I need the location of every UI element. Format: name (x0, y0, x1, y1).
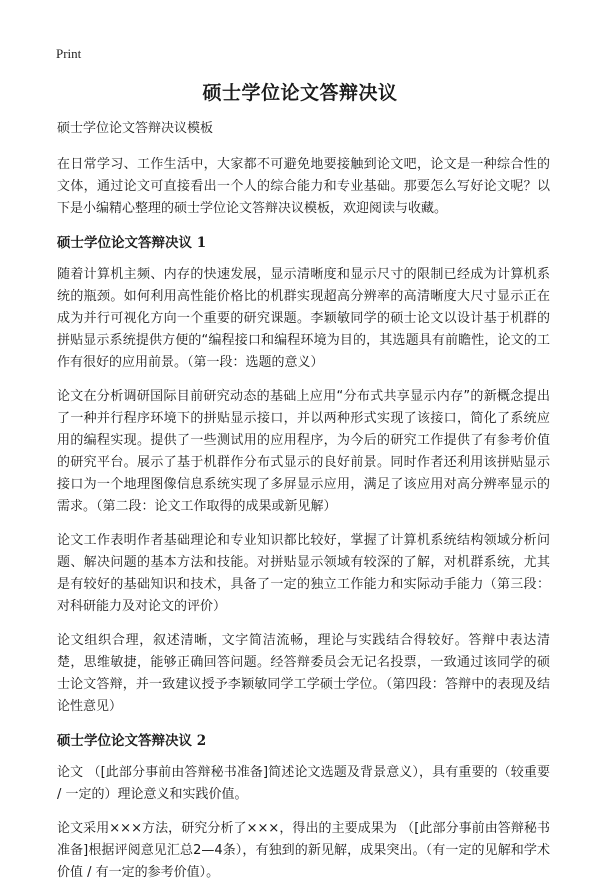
document-body (57, 118, 550, 896)
section-1-paragraph-1: 随着计算机主频、内存的快速发展，显示清晰度和显示尺寸的限制已经成为计算机系统的瓶颈。如何利用高性能价格比的机群实现超高分辨率的高清晰度大尺寸显示正在成为并行可视化方向一个重要的研究课题。李颖敏同学的硕士论文以设计基于机群的拼贴显示系统提供方便的“编程接口和编程环境为目的，其选题具有前瞻性，论文的工作有很好的应用前景。（第一段：选题的意义） (57, 267, 550, 370)
section-2-heading: 硕士学位论文答辩决议 2 (57, 733, 207, 749)
page-title: 硕士学位论文答辩决议 (202, 82, 398, 104)
section-1-paragraph-3: 论文工作表明作者基础理论和专业知识都比较好，掌握了计算机系统结构领域分析问题、解决问题的基本方法和技能。对拼贴显示领域有较深的了解，对机群系统，尤其是有较好的基础知识和技术，具备了一定的独立工作能力和实际动手能力（第三段：对科研能力及对论文的评价） (57, 533, 550, 614)
print-link[interactable]: Print (56, 46, 82, 61)
section-1-heading: 硕士学位论文答辩决议 1 (57, 235, 207, 251)
intro-paragraph: 在日常学习、工作生活中，大家都不可避免地要接触到论文吧，论文是一种综合性的文体，通过论文可直接看出一个人的综合能力和专业基础。那要怎么写好论文呢？以下是小编精心整理的硕士学位论文答辩决议模板，欢迎阅读与收藏。 (57, 157, 550, 216)
section-1-paragraph-2: 论文在分析调研国际目前研究动态的基础上应用“分布式共享显示内存”的新概念提出了一种并行程序环境下的拼贴显示接口，并以两种形式实现了该接口，简化了系统应用的编程实现。提供了一些测试用的应用程序，为今后的研究工作提供了有参考价值的研究平台。展示了基于机群作分布式显示的良好前景。同时作者还利用该拼贴显示接口为一个地理图像信息系统实现了多屏显示应用，满足了该应用对高分辨率显示的需求。（第二段：论文工作取得的成果或新见解） (57, 389, 550, 514)
section-2-paragraph-2: 论文采用×××方法，研究分析了×××，得出的主要成果为 （[此部分事前由答辩秘书准备]根据评阅意见汇总2—4条），有独到的新见解，成果突出。（有一定的见解和学术价值 / 有一定的参考价值）。 (57, 821, 550, 880)
section-1-paragraph-4: 论文组织合理，叙述清晰，文字简洁流畅，理论与实践结合得较好。答辩中表达清楚，思维敏捷，能够正确回答问题。经答辩委员会无记名投票，一致通过该同学的硕士论文答辩，并一致建议授予李颖敏同学工学硕士学位。（第四段：答辩中的表现及结论性意见） (57, 633, 550, 714)
section-2-paragraph-1: 论文 （[此部分事前由答辩秘书准备]简述论文选题及背景意义），具有重要的（较重要 / 一定的）理论意义和实践价值。 (57, 765, 550, 802)
document-subtitle: 硕士学位论文答辩决议模板 (57, 121, 214, 136)
